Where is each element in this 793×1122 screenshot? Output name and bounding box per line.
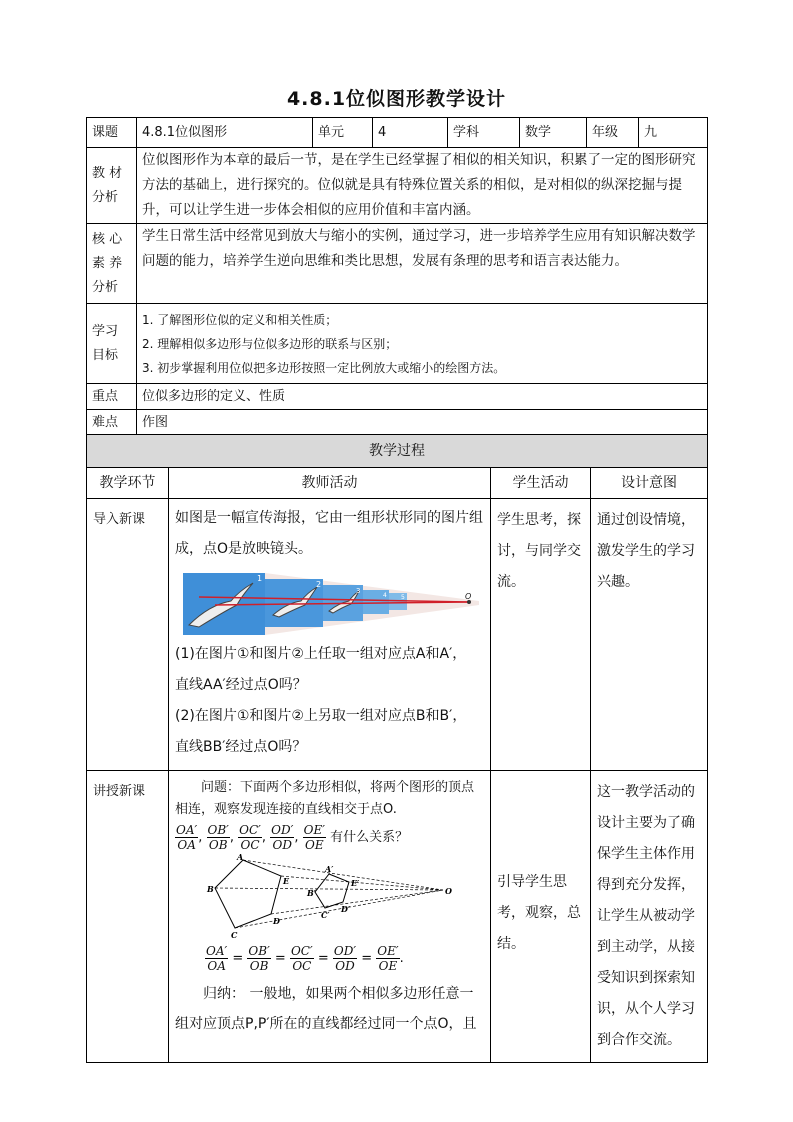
difficulty-text: 作图 bbox=[137, 410, 708, 436]
conclusion-b: 组对应顶点P,P′所在的直线都经过同一个点O，且 bbox=[175, 1016, 477, 1032]
polygon-diagram bbox=[205, 854, 455, 940]
unit-label: 单元 bbox=[313, 118, 373, 148]
point-o-label: O bbox=[465, 592, 472, 601]
vertex-label: D bbox=[273, 916, 280, 926]
key-label: 重点 bbox=[87, 384, 137, 410]
student-activity-new: 引导学生思考，观察，总结。 bbox=[491, 771, 591, 1063]
teacher-activity-intro bbox=[169, 499, 491, 771]
intro-text: 如图是一幅宣传海报，它由一组形状形同的图片组成，点O是放映镜头。 bbox=[175, 510, 483, 557]
vertex-label: C bbox=[231, 930, 238, 940]
picture-number: 2 bbox=[316, 580, 322, 589]
intent-intro: 通过创设情境，激发学生的学习兴趣。 bbox=[591, 499, 708, 771]
conclusion-a: 归纳： 一般地，如果两个相似多边形任意一 bbox=[203, 986, 474, 1002]
goal-item: 1. 了解图形位似的定义和相关性质； bbox=[142, 312, 338, 327]
col-student: 学生活动 bbox=[491, 468, 591, 499]
picture-number: 4 bbox=[383, 592, 387, 599]
vertex-label: E bbox=[283, 876, 290, 886]
question-1b: 直线AA′经过点O吗？ bbox=[175, 677, 307, 693]
goals-label: 学习 目标 bbox=[87, 304, 137, 384]
vertex-label: B bbox=[207, 884, 214, 894]
vertex-label: A bbox=[237, 854, 244, 862]
teacher-activity-new bbox=[169, 771, 491, 1063]
ratio: $\frac{OE'}{OE}$ bbox=[303, 823, 325, 852]
vertex-label: A′ bbox=[325, 864, 334, 874]
vertex-label: B′ bbox=[307, 888, 316, 898]
ratio: $\frac{OB'}{OB}$ bbox=[207, 823, 229, 852]
goal-item: 2. 理解相似多边形与位似多边形的联系与区别； bbox=[142, 336, 398, 351]
ratio-list: $\frac{OA'}{OA}$ , $\frac{OB'}{OB}$ , $\frac{OC'}{OC}$ , $\frac{OD'}{OD}$ , $\frac{OE'}{OE}$ 有什么关系？ bbox=[176, 823, 409, 852]
analysis-text: 位似图形作为本章的最后一节，是在学生已经掌握了相似的相关知识，积累了一定的图形研究方法的基础上，进行探究的。位似就是具有特殊位置关系的相似，是对相似的纵深挖掘与提升，可以让学生进一步体会相似的应用价值和丰富内涵。 bbox=[137, 148, 708, 224]
ratio: $\frac{OC'}{OC}$ bbox=[239, 823, 261, 852]
col-intent: 设计意图 bbox=[591, 468, 708, 499]
question-text: 问题：下面两个多边形相似，将两个图形的顶点相连，观察发现连接的直线相交于点O. bbox=[175, 780, 475, 817]
picture-number: 3 bbox=[356, 587, 361, 595]
topic-label: 课题 bbox=[87, 118, 137, 148]
picture-number: 5 bbox=[401, 594, 405, 601]
stage-intro: 导入新课 bbox=[87, 499, 169, 771]
intent-new: 这一教学活动的设计主要为了确保学生主体作用得到充分发挥，让学生从被动学到主动学，从接受知识到探索知识，从个人学习到合作交流。 bbox=[591, 771, 708, 1063]
ratio-equation: $\frac{OA'}{OA}$ = $\frac{OB'}{OB}$ = $\frac{OC'}{OC}$ = $\frac{OD'}{OD}$ = $\frac{OE'}{OE}$ . bbox=[206, 944, 404, 973]
student-activity-intro: 学生思考，探讨，与同学交流。 bbox=[491, 499, 591, 771]
subject-label: 学科 bbox=[448, 118, 520, 148]
polygon-small bbox=[315, 874, 349, 908]
question-2b: 直线BB′经过点O吗？ bbox=[175, 739, 307, 755]
question-tail: 有什么关系？ bbox=[330, 830, 409, 845]
unit-value: 4 bbox=[373, 118, 448, 148]
core-label: 核 心 素 养 分析 bbox=[87, 224, 137, 304]
col-stage: 教学环节 bbox=[87, 468, 169, 499]
subject-value: 数学 bbox=[520, 118, 587, 148]
polygon-large bbox=[215, 860, 281, 928]
ratio: $\frac{OA'}{OA}$ bbox=[176, 823, 198, 852]
vertex-label: C′ bbox=[321, 910, 330, 920]
picture-number: 1 bbox=[257, 574, 263, 583]
vertex-label: E′ bbox=[351, 878, 360, 888]
stage-new: 讲授新课 bbox=[87, 771, 169, 1063]
goals-list bbox=[137, 304, 708, 384]
topic-value: 4.8.1位似图形 bbox=[137, 118, 313, 148]
poster-image bbox=[179, 571, 479, 637]
grade-label: 年级 bbox=[587, 118, 639, 148]
question-2a: (2)在图片①和图片②上另取一组对应点B和B′， bbox=[175, 708, 467, 724]
page-title: 4.8.1位似图形教学设计 bbox=[286, 88, 507, 110]
process-table bbox=[86, 434, 708, 1063]
core-text: 学生日常生活中经常见到放大与缩小的实例，通过学习，进一步培养学生应用有知识解决数学问题的能力，培养学生逆向思维和类比思想，发展有条理的思考和语言表达能力。 bbox=[137, 224, 708, 304]
info-table bbox=[86, 117, 708, 436]
goal-item: 3. 初步掌握利用位似把多边形按照一定比例放大或缩小的绘图方法。 bbox=[142, 360, 506, 375]
vertex-label: D′ bbox=[341, 904, 351, 914]
difficulty-label: 难点 bbox=[87, 410, 137, 436]
col-teacher: 教师活动 bbox=[169, 468, 491, 499]
center-label: O bbox=[445, 886, 452, 896]
grade-value: 九 bbox=[639, 118, 708, 148]
process-header: 教学过程 bbox=[87, 435, 708, 468]
ratio: $\frac{OD'}{OD}$ bbox=[271, 823, 294, 852]
key-text: 位似多边形的定义、性质 bbox=[137, 384, 708, 410]
analysis-label: 教 材 分析 bbox=[87, 148, 137, 224]
question-1a: (1)在图片①和图片②上任取一组对应点A和A′， bbox=[175, 646, 467, 662]
